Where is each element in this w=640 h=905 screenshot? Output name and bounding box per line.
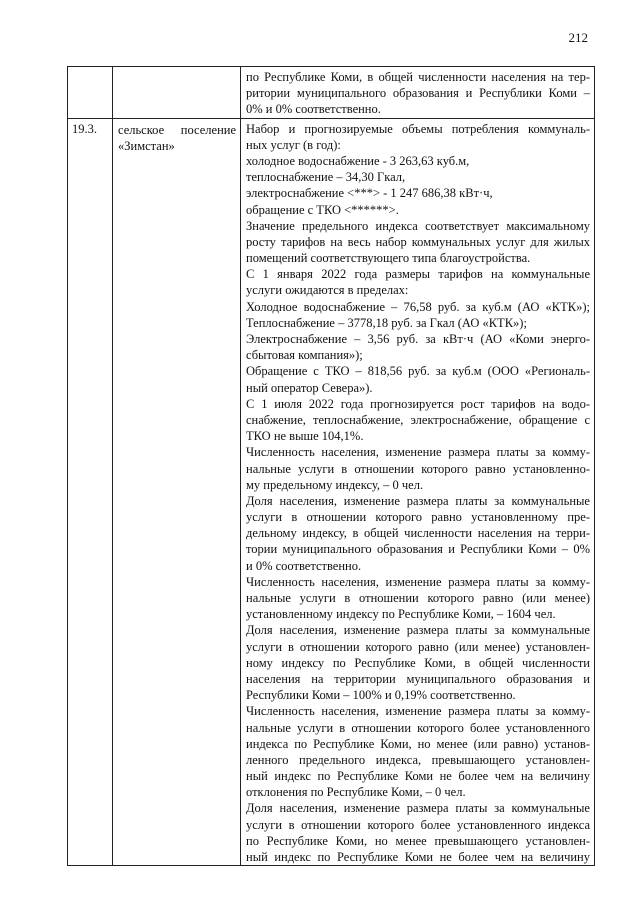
- text-line: Холодное водоснабжение – 76,58 руб. за куб.м (АО «КТК»);: [246, 299, 590, 314]
- text-line: теплоснабжение – 34,30 Гкал,: [246, 170, 406, 185]
- text-line: ному индексу по Республике Коми, в общей численности: [246, 655, 590, 670]
- text-line: населения на территории муниципального образования и: [246, 671, 590, 686]
- text-line: ный индекс по Республике Коми не более чем на величину: [246, 850, 590, 864]
- text-line: услуги в отношении которого более установленного индекса: [246, 817, 590, 832]
- text-line: Набор и прогнозируемые объемы потребления коммуналь-: [246, 121, 590, 136]
- description-cell: [241, 118, 595, 866]
- text-line: нальные услуги в отношении которого более установленного: [246, 720, 590, 735]
- page-number: 212: [568, 30, 588, 45]
- text-line: Доля населения, изменение размера платы за коммунальные: [246, 801, 590, 816]
- text-line: услуги ожидаются в пределах:: [246, 283, 409, 298]
- text-line: му предельному индексу, – 0 чел.: [246, 477, 424, 492]
- text-line: ленного предельного индекса, превышающего установлен-: [246, 752, 590, 767]
- text-line: по Республике Коми, но менее превышающего установлен-: [246, 833, 590, 848]
- text-line: С 1 января 2022 года размеры тарифов на коммунальные: [246, 267, 590, 282]
- text-line: Республики Коми – 100% и 0,19% соответственно.: [246, 688, 516, 703]
- text-line: ный оператор Севера»).: [246, 380, 373, 395]
- text-line: Теплоснабжение – 3778,18 руб. за Гкал (АО «КТК»);: [246, 315, 527, 330]
- text-line: установленному индексу по Республике Коми, – 1604 чел.: [246, 607, 556, 622]
- table-row: [68, 67, 595, 119]
- text-line: ный индекс по Республике Коми не более чем на величину: [246, 769, 590, 784]
- row-code-cell: [68, 67, 113, 119]
- text-line: Доля населения, изменение размера платы за коммунальные: [246, 493, 590, 508]
- municipality-cell: [113, 67, 241, 119]
- text-line: снабжение, теплоснабжение, электроснабжение, обращение с: [246, 412, 590, 427]
- text-line: Обращение с ТКО – 818,56 руб. за куб.м (ООО «Региональ-: [246, 364, 590, 379]
- text-line: сбытовая компания»);: [246, 348, 363, 363]
- text-line: услуги в отношении которого равно (или менее) установлен-: [246, 639, 590, 654]
- municipality-cell: [113, 118, 241, 866]
- text-line: Численность населения, изменение размера платы за комму-: [246, 574, 590, 589]
- text-line: ТКО не выше 104,1%.: [246, 429, 364, 444]
- text-line: нальные услуги в отношении которого равно (или менее): [246, 591, 590, 605]
- text-line: Электроснабжение – 3,56 руб. за кВт·ч (АО «Коми энерго-: [246, 332, 590, 346]
- text-line: помещений соответствующего типа благоустройства.: [246, 251, 531, 266]
- text-line: электроснабжение <***> - 1 247 686,38 кВт·ч,: [246, 186, 493, 201]
- row-code-cell: 19.3.: [68, 118, 113, 866]
- text-line: дельному индексу, в общей численности населения на терри-: [246, 526, 590, 541]
- text-line: услуги в отношении которого равно установленному пре-: [246, 510, 590, 525]
- text-line: тории муниципального образования и Республики Коми – 0%: [246, 542, 590, 557]
- text-line: индекса по Республике Коми, но менее (или равно) установ-: [246, 736, 590, 751]
- text-line: Значение предельного индекса соответствует максимальному: [246, 218, 590, 233]
- text-line: росту тарифов на весь набор коммунальных услуг для жилых: [246, 234, 590, 249]
- text-line: Численность населения, изменение размера платы за комму-: [246, 445, 590, 460]
- municipality-name-line: «Зимстан»: [118, 138, 175, 153]
- text-line: обращение с ТКО <******>.: [246, 202, 399, 217]
- text-line: отклонения по Республике Коми, – 0 чел.: [246, 785, 466, 800]
- text-line: С 1 июля 2022 года прогнозируется рост тарифов на водо-: [246, 396, 590, 411]
- text-line: и 0% соответственно.: [246, 558, 362, 573]
- tariff-table: [67, 66, 595, 866]
- table-row: [68, 118, 595, 866]
- municipality-name-line: сельское поселение: [118, 122, 236, 137]
- text-line: ритории муниципального образования и Республики Коми –: [246, 86, 590, 101]
- text-line: Численность населения, изменение размера платы за комму-: [246, 704, 590, 719]
- text-line: по Республике Коми, в общей численности населения на тер-: [246, 70, 590, 84]
- text-line: холодное водоснабжение - 3 263,63 куб.м,: [246, 153, 470, 168]
- description-cell: [241, 67, 595, 119]
- text-line: ных услуг (в год):: [246, 137, 341, 152]
- text-line: 0% и 0% соответственно.: [246, 102, 381, 117]
- text-line: нальные услуги в отношении которого равно установленно-: [246, 461, 590, 476]
- text-line: Доля населения, изменение размера платы за коммунальные: [246, 623, 590, 638]
